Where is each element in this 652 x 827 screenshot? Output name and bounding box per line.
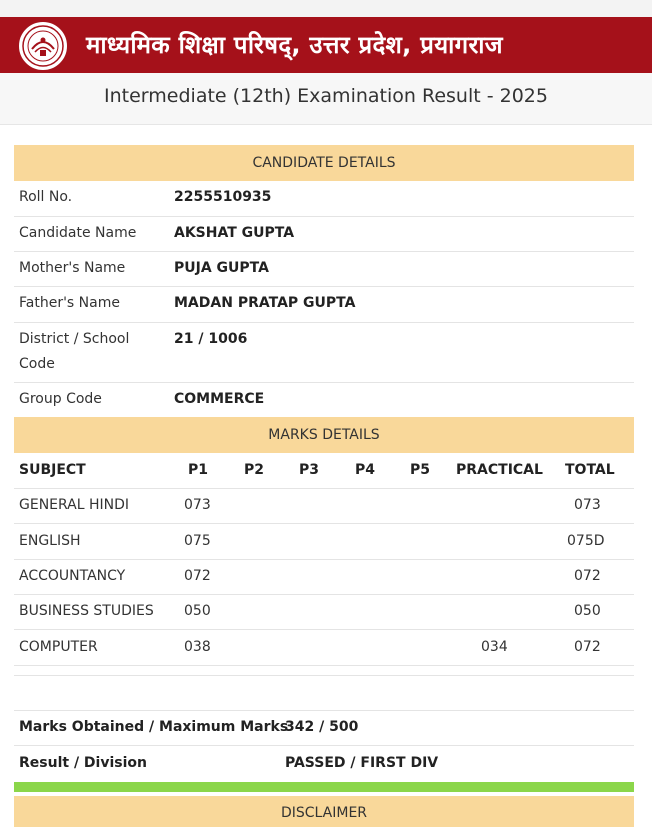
marks-obtained-label: Marks Obtained / Maximum Marks [19,719,289,735]
roll-no-value: 2255510935 [174,189,272,205]
result-status-bar [14,782,634,792]
row-divider [14,665,634,666]
subject-name: ACCOUNTANCY [19,568,126,584]
subject-name: GENERAL HINDI [19,497,130,513]
disclaimer-heading: DISCLAIMER [14,796,634,827]
row-divider [14,710,634,711]
top-strip [0,0,652,17]
col-practical-header: PRACTICAL [456,462,543,478]
row-divider [14,286,634,287]
col-p4-header: P4 [355,462,376,478]
district-school-label-line2: Code [19,356,55,372]
row-divider [14,382,634,383]
subject-p1: 072 [184,568,211,584]
subject-p1: 038 [184,639,211,655]
col-p5-header: P5 [410,462,431,478]
subject-p1: 073 [184,497,211,513]
result-division-label: Result / Division [19,755,147,771]
result-title-bar [0,73,652,125]
col-p2-header: P2 [244,462,265,478]
board-emblem-logo [18,21,68,71]
district-school-label-line1: District / School [19,331,130,347]
subject-total: 072 [574,568,601,584]
subject-p1: 050 [184,603,211,619]
marks-obtained-value: 342 / 500 [285,719,359,735]
candidate-details-heading: CANDIDATE DETAILS [14,145,634,181]
board-title: माध्यमिक शिक्षा परिषद्, उत्तर प्रदेश, प्रयागराज [86,31,503,59]
row-divider [14,488,634,489]
site-header [0,17,652,73]
subject-name: ENGLISH [19,533,81,549]
subject-total: 072 [574,639,601,655]
candidate-name-value: AKSHAT GUPTA [174,225,295,241]
col-subject-header: SUBJECT [19,462,86,478]
father-name-value: MADAN PRATAP GUPTA [174,295,356,311]
row-divider [14,629,634,630]
subject-practical: 034 [481,639,508,655]
row-divider [14,745,634,746]
mother-name-value: PUJA GUPTA [174,260,269,276]
result-title: Intermediate (12th) Examination Result - 2025 [104,85,548,107]
row-divider [14,251,634,252]
row-divider [14,322,634,323]
mother-name-label: Mother's Name [19,260,126,276]
row-divider [14,216,634,217]
group-code-label: Group Code [19,391,102,407]
subject-name: BUSINESS STUDIES [19,603,154,619]
result-division-value: PASSED / FIRST DIV [285,755,439,771]
row-divider [14,675,634,676]
roll-no-label: Roll No. [19,189,73,205]
marks-details-heading: MARKS DETAILS [14,417,634,453]
row-divider [14,523,634,524]
col-p1-header: P1 [188,462,209,478]
subject-name: COMPUTER [19,639,98,655]
row-divider [14,594,634,595]
district-school-value: 21 / 1006 [174,331,248,347]
col-total-header: TOTAL [565,462,615,478]
col-p3-header: P3 [299,462,320,478]
subject-total: 075D [567,533,605,549]
row-divider [14,559,634,560]
subject-p1: 075 [184,533,211,549]
subject-total: 050 [574,603,601,619]
father-name-label: Father's Name [19,295,120,311]
candidate-name-label: Candidate Name [19,225,137,241]
subject-total: 073 [574,497,601,513]
group-code-value: COMMERCE [174,391,265,407]
